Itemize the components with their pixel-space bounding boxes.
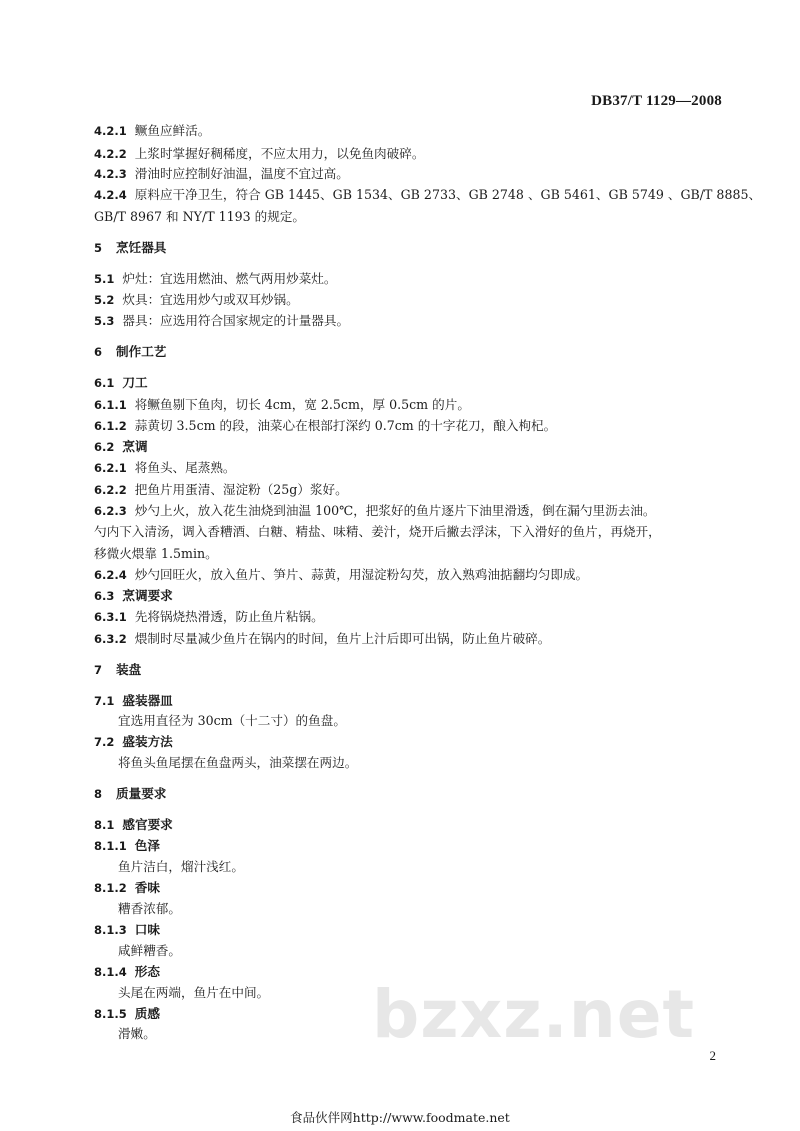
clause-number: 7.2 [94,735,115,749]
section-heading [94,344,166,360]
body-line [118,901,181,917]
subsection-heading [94,588,173,604]
clause-number: 4.2.3 [94,167,127,181]
subsection-heading [94,880,160,896]
clause-number: 8.1.1 [94,839,127,853]
clause-text: 上浆时掌握好稠稀度，不应太用力，以免鱼肉破碎。 [134,146,425,161]
clause-number: 8.1.5 [94,1007,127,1021]
document-code: DB37/T 1129—2008 [591,93,722,109]
clause-number: 5.2 [94,293,115,307]
section-heading [94,240,166,256]
clause-text: 色泽 [134,838,160,853]
clause-number: 8.1 [94,818,115,832]
clause-text: 原料应干净卫生，符合 GB 1445、GB 1534、GB 2733、GB 2748 、GB 5461、GB 5749 、GB/T 8885、 [134,187,762,202]
clause-text: 感官要求 [122,817,173,832]
section-heading [94,662,141,678]
clause-text: 形态 [134,964,160,979]
body-line [94,546,218,562]
clause-text: GB/T 8967 和 NY/T 1193 的规定。 [94,209,306,224]
body-line [94,524,661,540]
clause-text: 蒜黄切 3.5cm 的段，油菜心在根部打深约 0.7cm 的十字花刀，酿入枸杞。 [134,418,557,433]
body-line [94,567,588,583]
clause-text: 香味 [134,880,160,895]
clause-text: 鳜鱼应鲜活。 [134,123,211,138]
clause-number: 5 [94,241,103,255]
subsection-heading [94,922,160,938]
body-line [94,271,336,287]
clause-text: 炒勺上火，放入花生油烧到油温 100℃，把浆好的鱼片逐片下油里滑透，倒在漏勺里沥去油。 [134,503,656,518]
watermark: bzxz.net [372,976,696,1053]
body-line [94,187,761,203]
body-line [118,943,181,959]
clause-number: 6.2 [94,440,115,454]
clause-text: 滑油时应控制好油温，温度不宜过高。 [134,166,349,181]
clause-text: 勺内下入清汤，调入香糟酒、白糖、精盐、味精、姜汁，烧开后撇去浮沫，下入滑好的鱼片，再烧开， [94,524,661,539]
clause-number: 8 [94,787,103,801]
clause-text: 头尾在两端，鱼片在中间。 [118,985,270,1000]
clause-text: 滑嫩。 [118,1026,156,1041]
clause-text: 烹调 [122,439,148,454]
clause-text: 盛装方法 [122,734,173,749]
body-line [94,397,470,413]
clause-text: 将鳜鱼剔下鱼肉，切长 4cm，宽 2.5cm，厚 0.5cm 的片。 [134,397,470,412]
body-line [94,418,556,434]
subsection-heading [94,375,148,391]
clause-number: 6 [94,345,103,359]
clause-text: 炒勺回旺火，放入鱼片、笋片、蒜黄，用湿淀粉勾芡，放入熟鸡油掂翻均匀即成。 [134,567,589,582]
clause-text: 烹调要求 [122,588,173,603]
clause-number: 8.1.4 [94,965,127,979]
clause-text: 质量要求 [116,786,167,801]
body-line [94,609,324,625]
clause-number: 8.1.3 [94,923,127,937]
clause-text: 盛装器皿 [122,693,173,708]
body-line [94,482,348,498]
clause-text: 先将锅烧热滑透，防止鱼片粘锅。 [134,609,324,624]
clause-number: 6.3 [94,589,115,603]
body-line [94,209,305,225]
body-line [118,713,346,729]
clause-text: 移微火煨靠 1.5min。 [94,546,218,561]
clause-number: 7.1 [94,694,115,708]
subsection-heading [94,693,173,709]
clause-number: 4.2.4 [94,188,127,202]
clause-number: 5.3 [94,314,115,328]
clause-text: 将鱼头鱼尾摆在鱼盘两头，油菜摆在两边。 [118,755,358,770]
clause-text: 炉灶：宜选用燃油、燃气两用炒菜灶。 [122,271,337,286]
clause-number: 6.3.2 [94,632,127,646]
subsection-heading [94,838,160,854]
clause-text: 煨制时尽量减少鱼片在锅内的时间，鱼片上汁后即可出锅，防止鱼片破碎。 [134,631,551,646]
clause-text: 鱼片洁白，熘汁浅红。 [118,859,244,874]
body-line [94,166,349,182]
clause-number: 6.2.2 [94,483,127,497]
subsection-heading [94,817,173,833]
clause-text: 咸鲜糟香。 [118,943,181,958]
body-line [94,123,210,139]
clause-text: 口味 [134,922,160,937]
clause-number: 5.1 [94,272,115,286]
clause-text: 制作工艺 [116,344,167,359]
page-number: 2 [709,1048,716,1063]
clause-number: 6.2.1 [94,461,127,475]
body-line [94,313,349,329]
clause-number: 4.2.2 [94,147,127,161]
clause-text: 炊具：宜选用炒勺或双耳炒锅。 [122,292,299,307]
section-heading [94,786,166,802]
clause-text: 质感 [134,1006,160,1021]
clause-text: 糟香浓郁。 [118,901,181,916]
clause-number: 7 [94,663,103,677]
body-line [118,985,269,1001]
clause-number: 4.2.1 [94,124,127,138]
clause-number: 6.3.1 [94,610,127,624]
body-line [94,631,550,647]
body-line [118,755,357,771]
clause-text: 器具：应选用符合国家规定的计量器具。 [122,313,350,328]
clause-number: 6.2.4 [94,568,127,582]
clause-text: 把鱼片用蛋清、湿淀粉（25g）浆好。 [134,482,348,497]
body-line [118,1026,156,1042]
clause-number: 6.1.2 [94,419,127,433]
body-line [118,859,244,875]
subsection-heading [94,439,148,455]
clause-number: 6.2.3 [94,504,127,518]
subsection-heading [94,734,173,750]
body-line [94,503,655,519]
subsection-heading [94,964,160,980]
clause-number: 8.1.2 [94,881,127,895]
clause-text: 烹饪器具 [116,240,167,255]
body-line [94,292,299,308]
clause-text: 刀工 [122,375,148,390]
clause-number: 6.1 [94,376,115,390]
body-line [94,146,424,162]
clause-text: 装盘 [116,662,142,677]
subsection-heading [94,1006,160,1022]
footer-source: 食品伙伴网http://www.foodmate.net [290,1110,510,1125]
clause-text: 宜选用直径为 30cm（十二寸）的鱼盘。 [118,713,346,728]
clause-text: 将鱼头、尾蒸熟。 [134,460,236,475]
body-line [94,460,236,476]
clause-number: 6.1.1 [94,398,127,412]
